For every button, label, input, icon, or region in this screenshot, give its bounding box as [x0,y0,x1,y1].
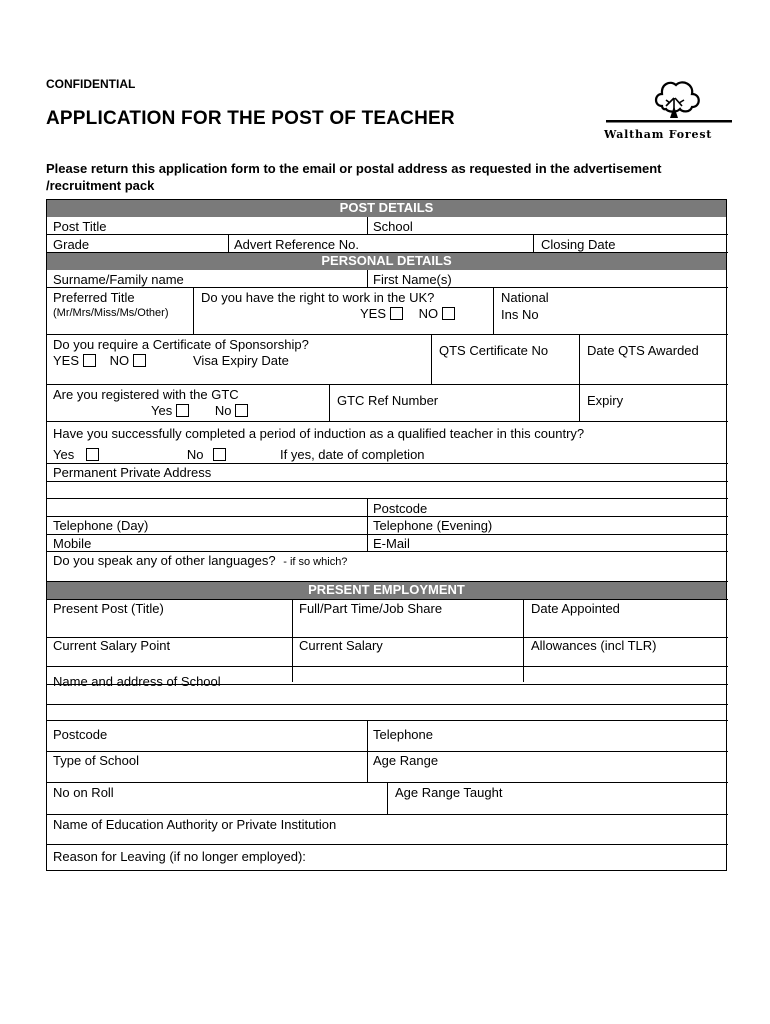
closing-date-label: Closing Date [541,237,616,252]
expiry-label: Expiry [587,393,624,408]
full-part-label: Full/Part Time/Job Share [299,601,443,616]
gtc-no-checkbox[interactable] [235,404,248,417]
post-title-label: Post Title [53,219,107,234]
induction-label: Have you successfully completed a period of induction as a qualified teacher in this country? [53,426,585,441]
sponsorship-options [53,353,146,368]
no-label: NO [418,306,439,321]
surname-label: Surname/Family name [53,272,184,287]
type-of-school-label: Type of School [53,753,139,768]
logo-text: Waltham Forest [604,128,713,141]
no-on-roll-label: No on Roll [53,785,114,800]
tel-evening-label: Telephone (Evening) [373,518,493,533]
advert-ref-label: Advert Reference No. [234,237,360,252]
ins-no-label: Ins No [501,307,539,322]
date-qts-label: Date QTS Awarded [587,343,699,358]
visa-expiry-label: Visa Expiry Date [193,353,289,368]
return-instructions: Please return this application form to the email or postal address as requested in the advertisement /recruitment pack [46,161,662,193]
yes-label: Yes [151,403,173,418]
present-employment-heading: PRESENT EMPLOYMENT [47,582,726,599]
confidential-label: CONFIDENTIAL [46,77,136,91]
education-authority-label: Name of Education Authority or Private Institution [53,817,337,832]
sponsorship-yes-checkbox[interactable] [83,354,96,367]
present-post-label: Present Post (Title) [53,601,164,616]
yes-label: YES [360,306,387,321]
sponsorship-no-checkbox[interactable] [133,354,146,367]
qts-cert-label: QTS Certificate No [439,343,549,358]
languages-question: Do you speak any of other languages? [53,553,276,568]
languages-which: - if so which? [283,556,348,568]
school-name-address-label: Name and address of School [53,674,221,689]
tel-day-label: Telephone (Day) [53,518,149,533]
right-to-work-no-checkbox[interactable] [442,307,455,320]
tree-icon [604,76,734,128]
page-title: APPLICATION FOR THE POST OF TEACHER [46,108,455,129]
yes-label: YES [53,353,80,368]
email-label: E-Mail [373,536,410,551]
gtc-yes-checkbox[interactable] [176,404,189,417]
induction-options [53,447,226,462]
mobile-label: Mobile [53,536,92,551]
address-label: Permanent Private Address [53,465,212,480]
right-to-work-options [360,306,455,321]
reason-leaving-label: Reason for Leaving (if no longer employed): [53,849,306,864]
preferred-title-label: Preferred Title [53,290,135,305]
induction-date-label: If yes, date of completion [280,447,425,462]
age-range-taught-label: Age Range Taught [395,785,503,800]
sponsorship-label: Do you require a Certificate of Sponsorship? [53,337,309,352]
salary-point-label: Current Salary Point [53,638,171,653]
gtc-options [151,403,248,418]
post-details-heading: POST DETAILS [47,200,726,217]
personal-details-heading: PERSONAL DETAILS [47,253,726,270]
waltham-forest-logo [604,76,734,144]
title-options-label: (Mr/Mrs/Miss/Ms/Other) [53,307,169,319]
school-label: School [373,219,413,234]
yes-label: Yes [53,447,75,462]
right-to-work-yes-checkbox[interactable] [390,307,403,320]
age-range-label: Age Range [373,753,439,768]
date-appointed-label: Date Appointed [531,601,620,616]
allowances-label: Allowances (incl TLR) [531,638,657,653]
employment-telephone-label: Telephone [373,727,433,742]
gtc-registered-label: Are you registered with the GTC [53,387,239,402]
no-label: No [214,403,232,418]
current-salary-label: Current Salary [299,638,383,653]
induction-yes-checkbox[interactable] [86,448,99,461]
right-to-work-label: Do you have the right to work in the UK? [201,290,435,305]
national-label: National [501,290,549,305]
no-label: NO [109,353,130,368]
employment-postcode-label: Postcode [53,727,108,742]
languages-label [53,553,347,570]
first-names-label: First Name(s) [373,272,452,287]
induction-no-checkbox[interactable] [213,448,226,461]
grade-label: Grade [53,237,90,252]
no-label: No [186,447,204,462]
gtc-ref-label: GTC Ref Number [337,393,439,408]
application-form [46,199,727,871]
postcode-label: Postcode [373,501,428,516]
